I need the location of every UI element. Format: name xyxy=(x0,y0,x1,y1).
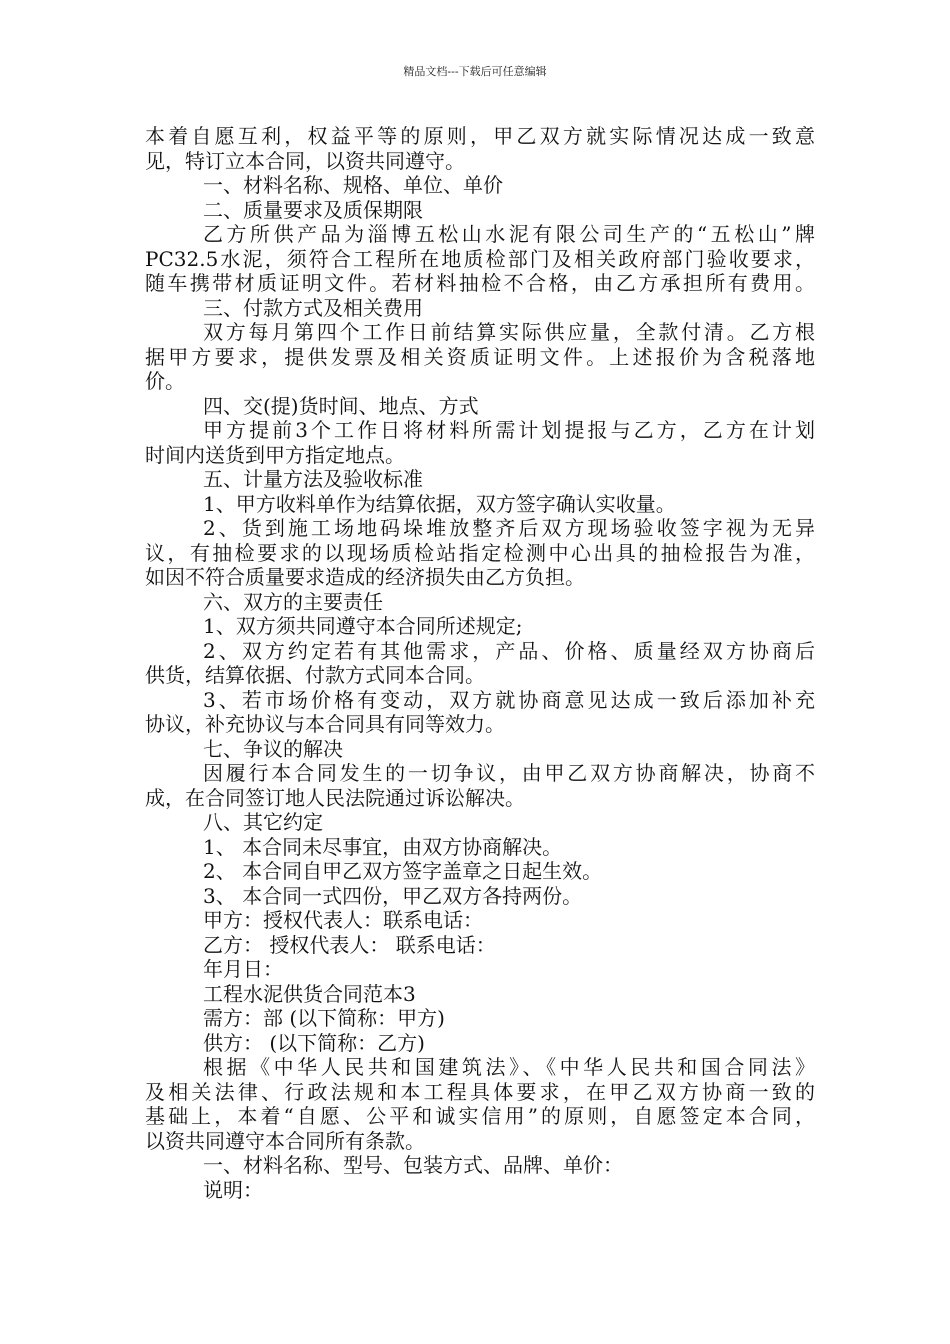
paragraph-line: 据甲方要求，提供发票及相关资质证明文件。上述报价为含税落地 xyxy=(145,344,815,369)
paragraph-line: 根据《中华人民共和国建筑法》、《中华人民共和国合同法》 xyxy=(203,1055,815,1079)
paragraph-line: 成，在合同签订地人民法院通过诉讼解决。 xyxy=(145,785,525,810)
paragraph-line: 如因不符合质量要求造成的经济损失由乙方负担。 xyxy=(145,565,585,589)
paragraph-line: 双方每月第四个工作日前结算实际供应量，全款付清。乙方根 xyxy=(203,320,815,344)
paragraph-line: 供方： (以下简称：乙方) xyxy=(203,1030,425,1055)
paragraph-line: 协议，补充协议与本合同具有同等效力。 xyxy=(145,712,505,736)
paragraph-line: 以资共同遵守本合同所有条款。 xyxy=(145,1128,425,1153)
paragraph-line: 五、计量方法及验收标准 xyxy=(203,467,423,491)
paragraph-line: 甲方提前3个工作日将材料所需计划提报与乙方，乙方在计划 xyxy=(203,418,815,442)
paragraph-line: 基础上，本着“自愿、公平和诚实信用”的原则，自愿签定本合同， xyxy=(145,1104,815,1128)
paragraph-line: 六、双方的主要责任 xyxy=(203,589,383,614)
page-header: 精品文档---下载后可任意编辑 xyxy=(403,65,547,78)
document-body xyxy=(145,124,815,1202)
paragraph-line: PC32.5水泥，须符合工程所在地质检部门及相关政府部门验收要求， xyxy=(145,246,815,271)
paragraph-line: 甲方：授权代表人：联系电话： xyxy=(203,908,483,932)
paragraph-line: 价。 xyxy=(145,369,185,393)
paragraph-line: 3、若市场价格有变动，双方就协商意见达成一致后添加补充 xyxy=(203,687,815,712)
paragraph-line: 工程水泥供货合同范本3 xyxy=(203,981,416,1006)
paragraph-line: 八、其它约定 xyxy=(203,810,323,834)
paragraph-line: 一、材料名称、型号、包装方式、品牌、单价： xyxy=(203,1153,623,1177)
paragraph-line: 2、双方约定若有其他需求，产品、价格、质量经双方协商后 xyxy=(203,638,815,663)
paragraph-line: 本着自愿互利，权益平等的原则，甲乙双方就实际情况达成一致意 xyxy=(145,124,815,148)
paragraph-line: 议，有抽检要求的以现场质检站指定检测中心出具的抽检报告为准， xyxy=(145,540,815,565)
paragraph-line: 年月日： xyxy=(203,957,283,981)
paragraph-line: 1、甲方收料单作为结算依据，双方签字确认实收量。 xyxy=(203,491,676,516)
paragraph-line: 二、质量要求及质保期限 xyxy=(203,197,423,222)
paragraph-line: 时间内送货到甲方指定地点。 xyxy=(145,442,405,467)
paragraph-line: 需方：部 (以下简称：甲方) xyxy=(203,1006,445,1030)
paragraph-line: 2、货到施工场地码垛堆放整齐后双方现场验收签字视为无异 xyxy=(203,516,815,540)
paragraph-line: 因履行本合同发生的一切争议，由甲乙双方协商解决，协商不 xyxy=(203,761,815,785)
paragraph-line: 说明： xyxy=(203,1177,263,1202)
paragraph-line: 乙方所供产品为淄博五松山水泥有限公司生产的“五松山”牌 xyxy=(203,222,815,246)
paragraph-line: 七、争议的解决 xyxy=(203,736,343,761)
paragraph-line: 3、 本合同一式四份，甲乙双方各持两份。 xyxy=(203,883,583,908)
paragraph-line: 供货，结算依据、付款方式同本合同。 xyxy=(145,663,485,687)
paragraph-line: 2、 本合同自甲乙双方签字盖章之日起生效。 xyxy=(203,859,603,883)
paragraph-line: 四、交(提)货时间、地点、方式 xyxy=(203,393,479,418)
paragraph-line: 随车携带材质证明文件。若材料抽检不合格，由乙方承担所有费用。 xyxy=(145,271,815,295)
paragraph-line: 乙方： 授权代表人： 联系电话： xyxy=(203,932,496,957)
paragraph-line: 见，特订立本合同，以资共同遵守。 xyxy=(145,148,465,173)
paragraph-line: 一、材料名称、规格、单位、单价 xyxy=(203,173,503,197)
paragraph-line: 及相关法律、行政法规和本工程具体要求，在甲乙双方协商一致的 xyxy=(145,1079,815,1104)
paragraph-line: 1、 本合同未尽事宜，由双方协商解决。 xyxy=(203,834,563,859)
paragraph-line: 三、付款方式及相关费用 xyxy=(203,295,423,320)
paragraph-line: 1、双方须共同遵守本合同所述规定; xyxy=(203,614,523,638)
